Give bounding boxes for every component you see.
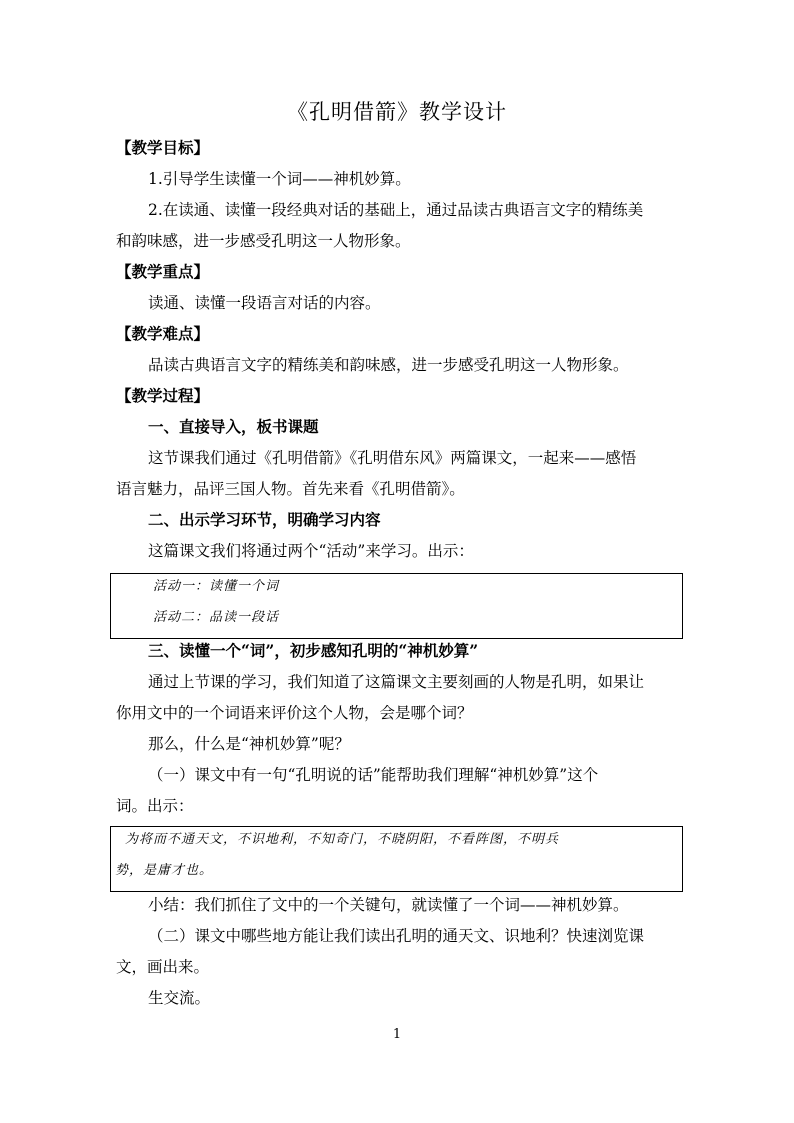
goals-item-2-line-1: 2.在读通、读懂一段经典对话的基础上，通过品读古典语言文字的精练美 bbox=[148, 201, 644, 219]
step-3-para-2: 那么，什么是“神机妙算”呢？ bbox=[148, 735, 350, 753]
activity-2: 活动二：品读一段话 bbox=[153, 610, 280, 625]
document-title: 《孔明借箭》教学设计 bbox=[287, 100, 507, 124]
quote-line-1: 为将而不通天文，不识地利，不知奇门，不晓阴阳，不看阵图，不明兵 bbox=[125, 832, 560, 847]
process-heading: 【教学过程】 bbox=[116, 386, 210, 405]
step-3-para-4-line-1: （二）课文中哪些地方能让我们读出孔明的通天文、识地利？快速浏览课 bbox=[148, 927, 645, 945]
step-3-para-5: 生交流。 bbox=[148, 989, 211, 1007]
step-1-line-1: 这节课我们通过《孔明借箭》《孔明借东风》两篇课文，一起来——感悟 bbox=[148, 449, 637, 467]
step-1-title: 一、直接导入，板书课题 bbox=[148, 417, 319, 436]
focus-text: 读通、读懂一段语言对话的内容。 bbox=[148, 294, 381, 312]
goals-heading: 【教学目标】 bbox=[116, 138, 210, 157]
difficulty-heading: 【教学难点】 bbox=[116, 324, 210, 343]
step-2-text: 这篇课文我们将通过两个“活动”来学习。出示： bbox=[148, 542, 474, 560]
step-3-para-4-line-2: 文，画出来。 bbox=[116, 958, 210, 976]
step-3-para-1-line-2: 你用文中的一个词语来评价这个人物，会是哪个词？ bbox=[116, 704, 473, 722]
step-3-title: 三、读懂一个“词”，初步感知孔明的“神机妙算” bbox=[148, 641, 479, 660]
step-3-para-1-line-1: 通过上节课的学习，我们知道了这篇课文主要刻画的人物是孔明，如果让 bbox=[148, 673, 645, 691]
step-3-para-3-line-2: 词。出示： bbox=[116, 797, 194, 815]
activity-1: 活动一：读懂一个词 bbox=[153, 579, 280, 594]
activity-box bbox=[110, 573, 683, 639]
quote-box bbox=[110, 826, 683, 892]
quote-line-2: 势，是庸才也。 bbox=[115, 863, 214, 878]
summary-text: 小结：我们抓住了文中的一个关键句，就读懂了一个词——神机妙算。 bbox=[148, 896, 629, 914]
page-number: 1 bbox=[392, 1027, 402, 1042]
difficulty-text: 品读古典语言文字的精练美和韵味感，进一步感受孔明这一人物形象。 bbox=[148, 356, 629, 374]
focus-heading: 【教学重点】 bbox=[116, 262, 210, 281]
goals-item-2-line-2: 和韵味感，进一步感受孔明这一人物形象。 bbox=[116, 232, 411, 250]
step-1-line-2: 语言魅力，品评三国人物。首先来看《孔明借箭》。 bbox=[116, 480, 465, 498]
step-2-title: 二、出示学习环节，明确学习内容 bbox=[148, 510, 381, 529]
goals-item-1: 1.引导学生读懂一个词——神机妙算。 bbox=[148, 170, 411, 188]
step-3-para-3-line-1: （一）课文中有一句“孔明说的话”能帮助我们理解“神机妙算”这个 bbox=[148, 766, 599, 784]
